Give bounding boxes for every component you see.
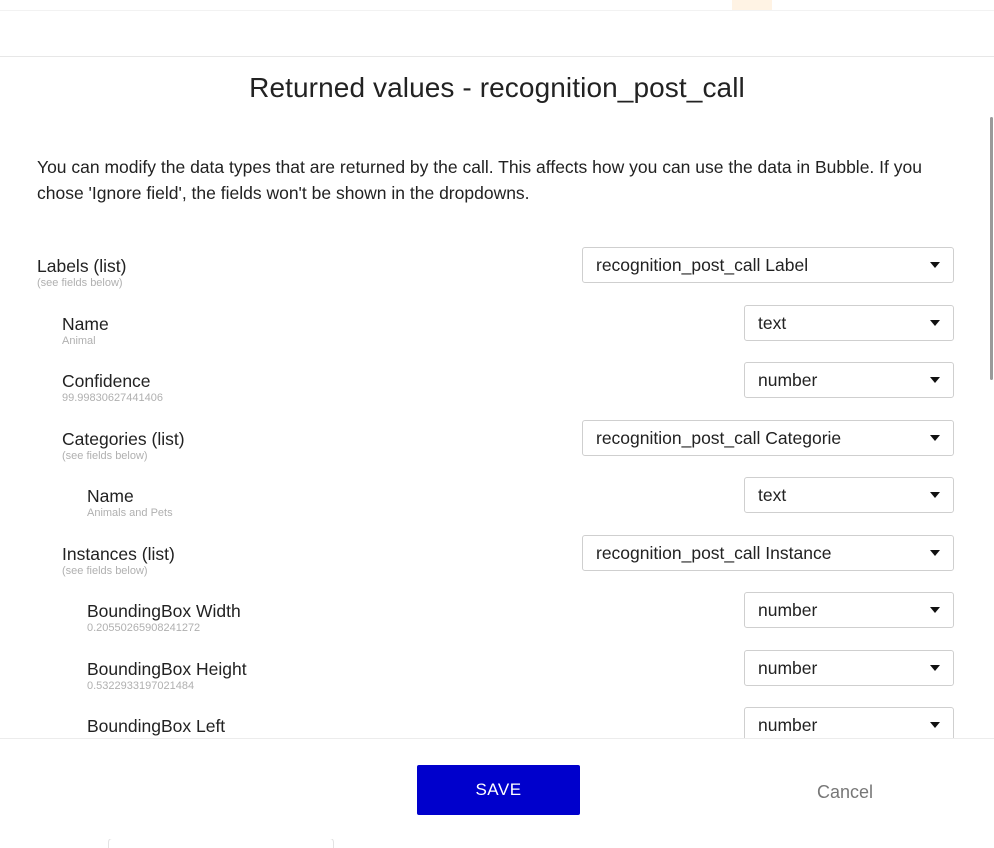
field-type-dropdown[interactable] [582,420,954,456]
dropdown-value: recognition_post_call Instance [596,543,832,563]
caret-down-icon [930,435,940,441]
field-row [0,255,994,295]
background-accent [732,0,772,10]
caret-down-icon [930,377,940,383]
field-sample-value: (see fields below) [62,565,148,577]
field-name: Instances (list) [62,544,175,564]
field-row [0,485,994,525]
field-sample-value: 99.99830627441406 [62,392,163,404]
field-name: Name [87,486,134,506]
field-sample-value: Animals and Pets [87,507,173,519]
dropdown-value: text [758,313,787,333]
field-row [0,600,994,640]
dropdown-value: number [758,658,818,678]
caret-down-icon [930,607,940,613]
field-row [0,543,994,583]
field-type-dropdown[interactable] [744,592,954,628]
field-name: BoundingBox Left [87,716,226,736]
field-type-dropdown[interactable] [744,305,954,341]
field-sample-value: Animal [62,335,96,347]
modal-footer [0,738,994,839]
caret-down-icon [930,262,940,268]
field-name: Labels (list) [37,256,127,276]
cancel-button[interactable]: Cancel [790,775,900,809]
field-name: Confidence [62,371,151,391]
field-sample-value: 0.5322933197021484 [87,680,195,692]
background-divider [0,10,994,11]
field-sample-value: 0.20550265908241272 [87,622,201,634]
field-sample-value: (see fields below) [37,277,123,289]
save-button[interactable]: SAVE [417,765,580,815]
dropdown-value: text [758,485,787,505]
dropdown-value: number [758,715,818,735]
caret-down-icon [930,550,940,556]
caret-down-icon [930,320,940,326]
dropdown-value: number [758,370,818,390]
field-row [0,370,994,410]
field-name: Name [62,314,109,334]
field-sample-value: (see fields below) [62,450,148,462]
modal-title: Returned values - recognition_post_call [249,72,745,103]
returned-values-modal [0,57,994,839]
dropdown-value: number [758,600,818,620]
field-type-dropdown[interactable] [744,477,954,513]
field-name: BoundingBox Width [87,601,241,621]
caret-down-icon [930,492,940,498]
field-name: BoundingBox Height [87,659,247,679]
background-input [108,838,334,848]
background-header [0,0,994,57]
dropdown-value: recognition_post_call Label [596,255,809,275]
field-type-dropdown[interactable] [582,535,954,571]
field-type-dropdown[interactable] [744,362,954,398]
field-type-dropdown[interactable] [744,650,954,686]
modal-description: You can modify the data types that are returned by the call. This affects how you can use the data in Bubble. If you chose 'Ignore field', the fields won't be shown in the dropdowns. [37,157,922,203]
field-row [0,313,994,353]
field-row [0,658,994,698]
field-type-dropdown[interactable] [582,247,954,283]
field-row [0,428,994,468]
caret-down-icon [930,722,940,728]
caret-down-icon [930,665,940,671]
dropdown-value: recognition_post_call Categorie [596,428,842,448]
field-name: Categories (list) [62,429,185,449]
